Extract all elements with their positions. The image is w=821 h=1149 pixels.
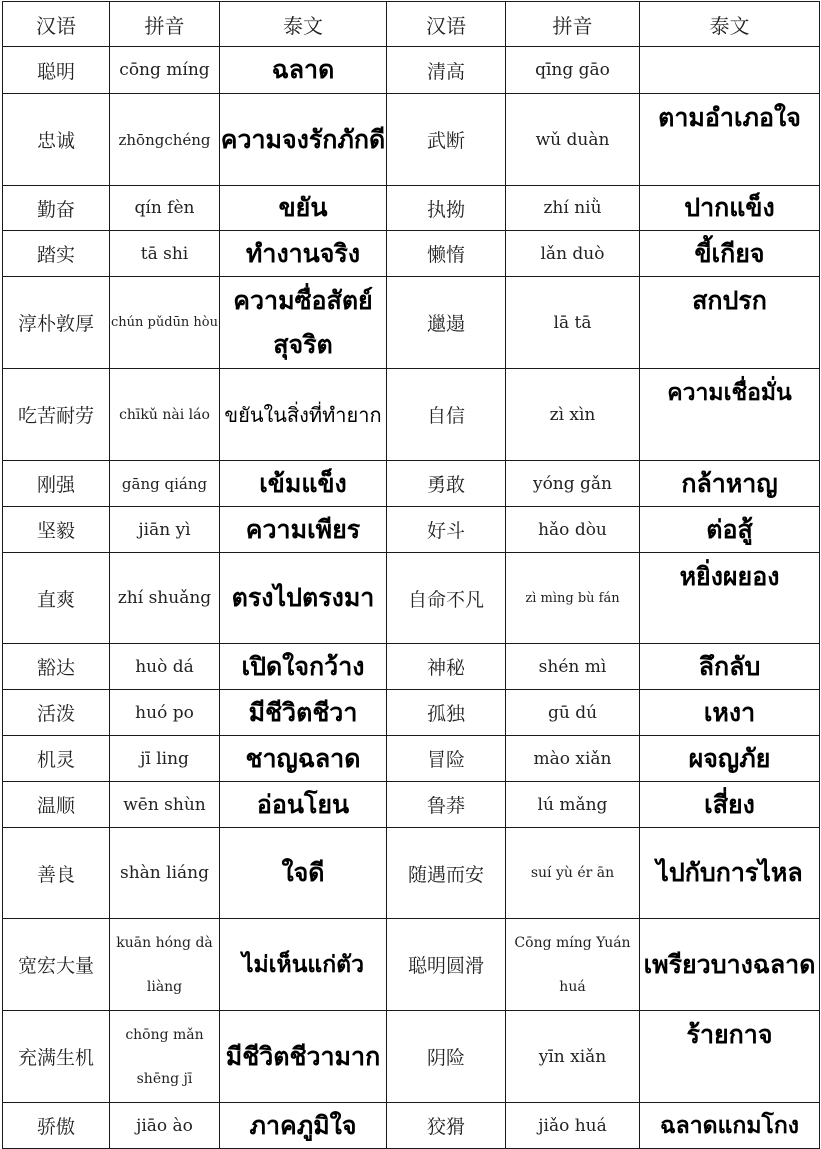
table-row [3,736,820,782]
chinese-cell: 冒险 [387,736,506,782]
chinese-cell: 聪明圆滑 [387,919,506,1011]
chinese-cell: 鲁莽 [387,782,506,828]
pinyin-cell: wǔ duàn [506,94,640,186]
table-row [3,369,820,461]
pinyin-cell: zhí niǜ [506,186,640,231]
pinyin-cell: huó po [110,690,220,736]
header-pinyin-1: 拼音 [110,2,220,47]
pinyin-cell: shàn liáng [110,828,220,919]
chinese-cell: 阴险 [387,1011,506,1103]
chinese-cell: 活泼 [3,690,110,736]
thai-cell: ปากแข็ง [640,186,820,231]
thai-cell: ขยัน [220,186,387,231]
thai-cell: มีชีวิตชีวา [220,690,387,736]
thai-cell: ตรงไปตรงมา [220,553,387,644]
thai-cell: อ่อนโยน [220,782,387,828]
thai-cell: เหงา [640,690,820,736]
pinyin-cell: cōng míng [110,47,220,94]
pinyin-cell: lǎn duò [506,231,640,277]
chinese-cell: 执拗 [387,186,506,231]
pinyin-cell: Cōng míng Yuán huá [506,919,640,1011]
chinese-cell: 孤独 [387,690,506,736]
table-row [3,1103,820,1149]
chinese-cell: 善良 [3,828,110,919]
header-chinese-2: 汉语 [387,2,506,47]
chinese-cell: 随遇而安 [387,828,506,919]
pinyin-cell: jī ling [110,736,220,782]
chinese-cell: 刚强 [3,461,110,507]
pinyin-cell: chōng mǎn shēng jī [110,1011,220,1103]
table-row [3,690,820,736]
thai-cell: ร้ายกาจ [640,1011,820,1103]
table-row [3,1011,820,1103]
pinyin-cell: wēn shùn [110,782,220,828]
table-row [3,828,820,919]
thai-cell: ฉลาด [220,47,387,94]
thai-cell: ต่อสู้ [640,507,820,553]
table-row [3,47,820,94]
thai-cell: เสี่ยง [640,782,820,828]
thai-cell: ความซื่อสัตย์สุจริต [220,277,387,369]
pinyin-cell: mào xiǎn [506,736,640,782]
table-row [3,277,820,369]
thai-cell: ผจญภัย [640,736,820,782]
chinese-cell: 忠诚 [3,94,110,186]
header-thai-2: 泰文 [640,2,820,47]
chinese-cell: 邋遢 [387,277,506,369]
pinyin-cell: yóng gǎn [506,461,640,507]
pinyin-cell: yīn xiǎn [506,1011,640,1103]
chinese-cell: 自命不凡 [387,553,506,644]
pinyin-cell: zhōngchéng [110,94,220,186]
thai-cell: มีชีวิตชีวามาก [220,1011,387,1103]
thai-cell: หยิ่งผยอง [640,553,820,644]
pinyin-cell: hǎo dòu [506,507,640,553]
header-thai-1: 泰文 [220,2,387,47]
pinyin-cell: suí yù ér ān [506,828,640,919]
chinese-cell: 狡猾 [387,1103,506,1149]
thai-cell: ขยันในสิ่งที่ทำยาก [220,369,387,461]
table-row [3,644,820,690]
header-row [3,2,820,47]
chinese-cell: 武断 [387,94,506,186]
pinyin-cell: jiǎo huá [506,1103,640,1149]
pinyin-cell: shén mì [506,644,640,690]
thai-cell: ชาญฉลาด [220,736,387,782]
thai-cell: ภาคภูมิใจ [220,1103,387,1149]
table-row [3,553,820,644]
pinyin-cell: gāng qiáng [110,461,220,507]
thai-cell: เข้มแข็ง [220,461,387,507]
chinese-cell: 淳朴敦厚 [3,277,110,369]
pinyin-cell: zhí shuǎng [110,553,220,644]
pinyin-cell: huò dá [110,644,220,690]
chinese-cell: 坚毅 [3,507,110,553]
pinyin-cell: kuān hóng dà liàng [110,919,220,1011]
vocabulary-table [2,1,820,1149]
pinyin-cell: qīng gāo [506,47,640,94]
chinese-cell: 温顺 [3,782,110,828]
thai-cell: ไปกับการไหล [640,828,820,919]
pinyin-cell: jiāo ào [110,1103,220,1149]
chinese-cell: 骄傲 [3,1103,110,1149]
pinyin-cell: zì xìn [506,369,640,461]
chinese-cell: 吃苦耐劳 [3,369,110,461]
pinyin-cell: tā shi [110,231,220,277]
thai-cell: ใจดี [220,828,387,919]
chinese-cell: 充满生机 [3,1011,110,1103]
table-row [3,461,820,507]
pinyin-cell: qín fèn [110,186,220,231]
pinyin-cell: chún pǔdūn hòu [110,277,220,369]
pinyin-cell: gū dú [506,690,640,736]
chinese-cell: 踏实 [3,231,110,277]
pinyin-cell: chīkǔ nài láo [110,369,220,461]
thai-cell [640,47,820,94]
header-chinese-1: 汉语 [3,2,110,47]
chinese-cell: 宽宏大量 [3,919,110,1011]
thai-cell: ลึกลับ [640,644,820,690]
chinese-cell: 清高 [387,47,506,94]
thai-cell: ความเชื่อมั่น [640,369,820,461]
header-pinyin-2: 拼音 [506,2,640,47]
chinese-cell: 直爽 [3,553,110,644]
chinese-cell: 勤奋 [3,186,110,231]
table-row [3,231,820,277]
chinese-cell: 聪明 [3,47,110,94]
thai-cell: ความจงรักภักดี [220,94,387,186]
chinese-cell: 勇敢 [387,461,506,507]
thai-cell: ฉลาดแกมโกง [640,1103,820,1149]
thai-cell: ตามอำเภอใจ [640,94,820,186]
pinyin-cell: zì mìng bù fán [506,553,640,644]
chinese-cell: 自信 [387,369,506,461]
thai-cell: ขี้เกียจ [640,231,820,277]
table-row [3,507,820,553]
table-row [3,782,820,828]
chinese-cell: 懒惰 [387,231,506,277]
chinese-cell: 豁达 [3,644,110,690]
chinese-cell: 机灵 [3,736,110,782]
thai-cell: ทำงานจริง [220,231,387,277]
chinese-cell: 好斗 [387,507,506,553]
pinyin-cell: lú mǎng [506,782,640,828]
pinyin-cell: jiān yì [110,507,220,553]
thai-cell: สกปรก [640,277,820,369]
thai-cell: เพรียวบางฉลาด [640,919,820,1011]
table-row [3,919,820,1011]
thai-cell: เปิดใจกว้าง [220,644,387,690]
pinyin-cell: lā tā [506,277,640,369]
table-row [3,186,820,231]
chinese-cell: 神秘 [387,644,506,690]
table-row [3,94,820,186]
thai-cell: ความเพียร [220,507,387,553]
thai-cell: ไม่เห็นแก่ตัว [220,919,387,1011]
thai-cell: กล้าหาญ [640,461,820,507]
